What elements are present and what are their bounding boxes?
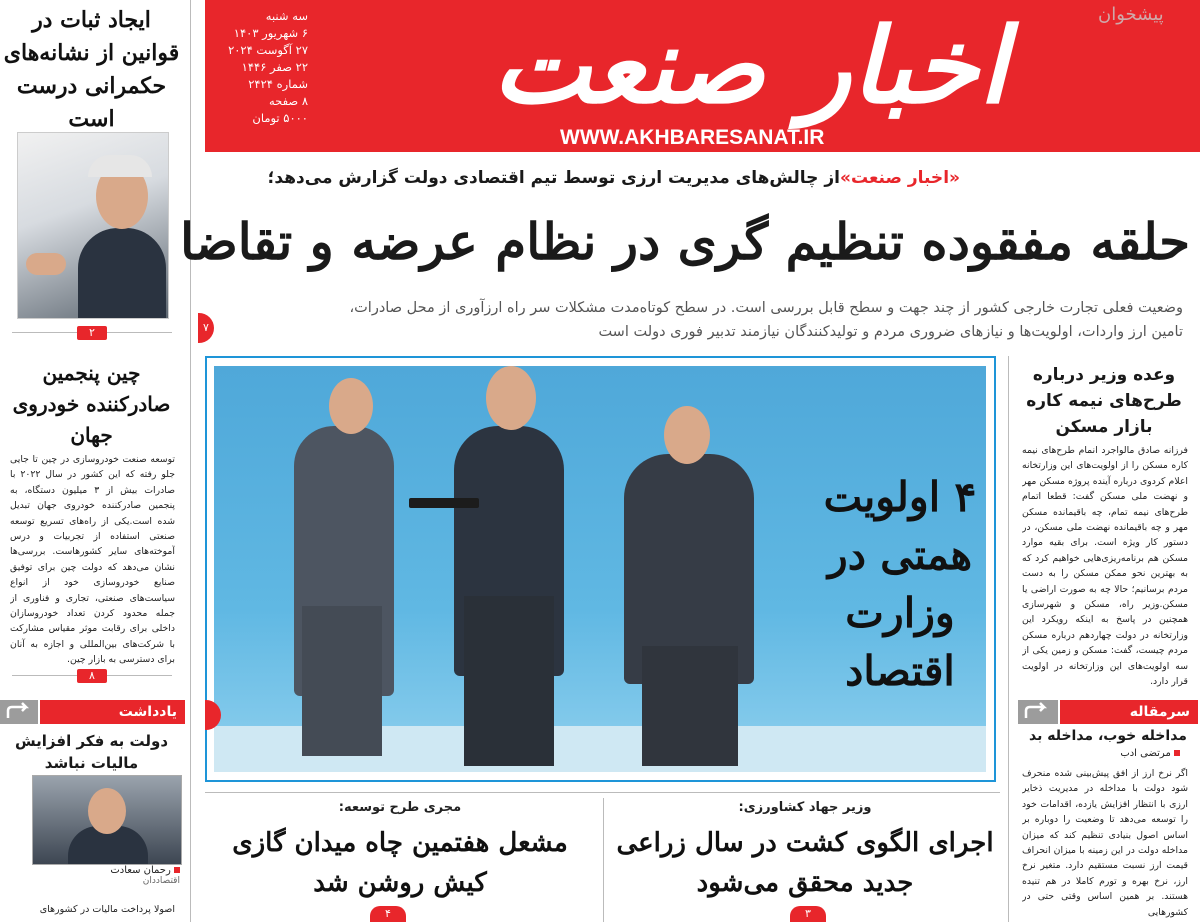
page-ref-badge[interactable]: ۴ — [370, 906, 406, 922]
issue-date-persian: ۶ شهریور ۱۴۰۳ — [233, 26, 308, 40]
issue-info — [208, 8, 308, 127]
column-divider — [190, 0, 191, 922]
bullet-icon — [1174, 750, 1180, 756]
right-headline[interactable]: وعده وزیر درباره طرح‌های نیمه کاره بازار مسکن — [1026, 365, 1182, 437]
deck-line-1: وضعیت فعلی تجارت خارجی کشور از چند جهت و سطح قابل بررسی است. در سطح کوتاه‌مدت مشکلات سر راه ارزآوری از محل صادرات، — [349, 300, 1183, 316]
editorial-label-bar — [1018, 700, 1198, 724]
main-deck — [218, 296, 1183, 344]
note-title[interactable]: دولت به فکر افزایش مالیات نباشد — [14, 732, 169, 772]
issue-day: سه شنبه — [265, 9, 308, 23]
kicker-source: «اخبار صنعت» — [839, 168, 960, 188]
author-name — [32, 865, 180, 886]
main-kicker — [240, 168, 960, 188]
arrow-icon — [1018, 700, 1058, 724]
page-ref-badge[interactable]: ۳ — [790, 906, 826, 922]
page-ref-badge[interactable]: ۷ — [198, 313, 214, 343]
page-count: ۸ صفحه — [268, 94, 308, 108]
right-story-body: فرزانه صادق مالواجرد انمام طرح‌های نیمه کاره مسکن را از اولویت‌های این وزارتخانه اعلام کردوی درباره آینده پروژه مسکن مهر و نهضت ملی مسکن گفت: قطعا اتمام طرح‌های نیمه تمام، چه باقیمانده مسکن مهر و چه باقیمانده نهضت ملی مسکن، در دستور کار ویژه است. برای بقیه موارد مسکن هم برنامه‌ریزی‌هایی خواهیم کرد که به بهترین نحو ممکن مسکن را به دست مردم برسانیم؛ حالا چه به صورت اراضی یا مسکن.وزیر راه، مسکن و شهرسازی همچنین در پاسخ به اینکه رویکرد این وزارتخانه در دولت چهاردهم درباره مسکن مردم چیست، گفت: مسکن و زمین یکی از سه اولویت‌های این وزارتخانه در اولویت قرار دارد. — [1022, 445, 1188, 688]
story1-title[interactable]: اجرای الگوی کشت در سال زراعی جدید محقق می‌شود — [616, 828, 994, 898]
page-ref-badge[interactable]: ۲ — [77, 326, 107, 340]
editorial-title[interactable]: مداخله خوب، مداخله بد — [1029, 728, 1187, 744]
note-body: اصولا پرداخت مالیات در کشورهای — [39, 904, 175, 915]
story1-kicker: وزیر جهاد کشاورزی: — [738, 800, 872, 815]
left-headline-2[interactable]: چین پنجمین صادرکننده خودروی جهان — [12, 361, 171, 447]
issue-date-gregorian: ۲۷ آگوست ۲۰۲۴ — [228, 43, 308, 57]
story2-title[interactable]: مشعل هفتمین چاه میدان گازی کیش روشن شد — [232, 828, 568, 898]
newspaper-logo: اخبار صنعت — [492, 4, 1008, 127]
main-headline[interactable]: حلقه مفقوده تنظیم گری در نظام عرضه و تقاضا — [180, 212, 1190, 271]
editorial-author-name: مرتضی ادب — [1120, 748, 1171, 759]
issue-date-hijri: ۲۲ صفر ۱۴۴۶ — [241, 60, 308, 74]
left-photo-portrait — [17, 132, 169, 319]
photo-caption[interactable]: ۴ اولویت همتی در وزارت اقتصاد — [823, 473, 977, 695]
divider — [205, 792, 1000, 793]
column-divider — [1008, 356, 1009, 922]
page-ref-badge[interactable]: ۸ — [77, 669, 107, 683]
left-headline-1[interactable]: ایجاد ثبات در قوانین از نشانه‌های حکمرانی درست است — [3, 7, 180, 132]
author-photo — [32, 775, 182, 865]
editorial-author — [1060, 748, 1180, 759]
author-role: اقتصاددان — [142, 876, 180, 886]
arrow-icon — [0, 700, 38, 724]
watermark: پیشخوان — [1098, 4, 1164, 25]
plaque — [409, 498, 479, 508]
editorial-body: اگر نرخ ارز از افق پیش‌بینی شده منحرف شود دولت با مداخله در مدیریت ذخایر ارزی با انتظار افزایش یازده، اقدامات خود را توسعه می‌دهد تا وضعیت را دوباره بر اساس اصول بنیادی تنظیم کند که میزان مداخله دولت در این زمینه با میزان انحراف قیمت ارز نسبت مستقیم دارد. متغیر نرخ ارز، نرخ بهره و تورم کاملا در هم تنیده هستند. بر همین اساس وقتی حتی در کشورهایی — [1022, 768, 1188, 918]
column-divider — [603, 798, 604, 922]
price: ۵۰۰۰ تومان — [252, 111, 308, 125]
note-label: یادداشت — [40, 700, 185, 724]
website-url[interactable]: WWW.AKHBARESANAT.IR — [560, 126, 825, 149]
deck-line-2: تامین ارز واردات، اولویت‌ها و نیازهای ضروری مردم و تولیدکنندگان نیازمند تدبیر فوری دولت است — [598, 324, 1183, 340]
story2-kicker: مجری طرح توسعه: — [338, 800, 462, 815]
editorial-label: سرمقاله — [1060, 700, 1198, 724]
author-name-text: رحمان سعادت — [110, 865, 171, 876]
left-story-body: توسعه صنعت خودروسازی در چین تا جایی جلو رفته که این کشور در سال ۲۰۲۲ با صادرات بیش از ۳ میلیون دستگاه، به پنجمین صادرکننده خودروی جهان تبدیل شده است.یکی از راه‌های تسریع توسعه صنعتی استفاده از تجربیات و درس آموخته‌های سایر کشورهاست. بررسی‌ها نشان می‌دهد که دولت چین برای توفیق صنایع خودروسازی خود از انواع سیاست‌های صنعتی، تجاری و فناوری از جمله محدود کردن تعداد خودروسازان داخلی برای رقابت موثر مقیاس مشارکت با شرکت‌های بین‌المللی و اجازه به آنان برای دسترسی به بازار چین. — [10, 454, 175, 666]
kicker-text: از چالش‌های مدیریت ارزی توسط تیم اقتصادی دولت گزارش می‌دهد؛ — [267, 168, 840, 188]
bullet-icon — [174, 867, 180, 873]
issue-number: شماره ۲۴۲۴ — [248, 77, 308, 91]
